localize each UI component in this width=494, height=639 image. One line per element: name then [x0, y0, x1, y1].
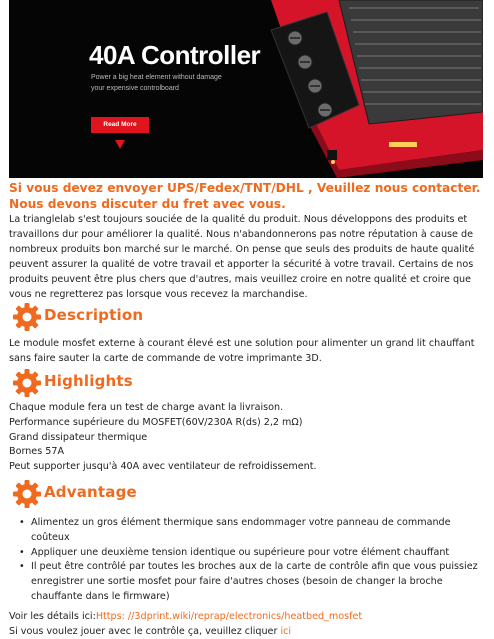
highlight-line: Grand dissipateur thermique	[9, 431, 148, 443]
more-prefix: Si vous voulez jouer avec le contrôle ça, veuillez cliquer	[9, 626, 281, 637]
highlight-line: Chaque module fera un test de charge avant la livraison.	[9, 402, 284, 413]
banner-subtitle-line2: your expensive controlboard	[91, 85, 179, 92]
details-prefix: Voir les détails ici:	[9, 611, 96, 622]
banner-title: 40A Controller	[89, 40, 261, 70]
highlights-heading-label: Highlights	[44, 372, 133, 390]
highlight-line: Bornes 57A	[9, 446, 65, 458]
advantage-heading-label: Advantage	[44, 483, 137, 501]
intro-paragraph: La trianglelab s'est toujours souciée de la qualité du produit. Nous développons des produits et travaillons dur pour améliorer la qualité. Nous n'abandonnerons pas notre réputation à cause de nombreux produits bon marché sur le marché. On pense que seuls des produits de haute qualité peuvent assurer la qualité de votre travail et apporter la sécurité à votre travail. Certains de nos produits peuvent être plus chers que d'autres, mais veuillez croire en notre qualité et croire que vous ne regretterez pas lorsque vous recevez la marchandise.	[9, 214, 475, 300]
down-arrow-icon	[115, 140, 125, 149]
list-item: • Appliquer une deuxième tension identique ou supérieure pour votre élément chauffant	[9, 546, 485, 561]
list-item: • Alimentez un gros élément thermique sans endommager votre panneau de commande coûteux	[9, 516, 485, 546]
gear-icon	[12, 368, 42, 398]
list-item: • Il peut être contrôlé par toutes les broches aux de la carte de contrôle afin que vous puissiez enregistrer une sortie mosfet pour faire d'autres choses (besoin de changer la broche chauffante dans le firmware)	[9, 560, 485, 604]
advantage-list	[9, 516, 485, 605]
more-link[interactable]: ici	[280, 626, 292, 637]
highlight-line: Peut supporter jusqu'à 40A avec ventilateur de refroidissement.	[9, 461, 317, 473]
description-heading-label: Description	[44, 306, 144, 324]
product-banner	[9, 0, 483, 178]
banner-subtitle-line1: Power a big heat element without damage	[91, 74, 222, 81]
highlight-line: Performance supérieure du MOSFET(60V/230A R(ds) 2,2 mΩ)	[9, 416, 303, 428]
gear-icon	[12, 479, 42, 509]
read-more-button[interactable]: Read More	[91, 117, 149, 133]
highlights-list	[9, 401, 317, 475]
gear-icon	[12, 302, 42, 332]
details-line	[9, 609, 362, 624]
description-text: Le module mosfet externe à courant élevé est une solution pour alimenter un grand lit chauffant sans faire sauter la carte de commande de votre imprimante 3D.	[9, 338, 475, 364]
banner-subtitle	[91, 72, 261, 94]
shipping-notice: Si vous devez envoyer UPS/Fedex/TNT/DHL , Veuillez nous contacter. Nous devons discuter du fret avec vous.	[9, 181, 481, 211]
details-link[interactable]: Https: //3dprint.wiki/reprap/electronics/heatbed_mosfet	[95, 611, 363, 622]
